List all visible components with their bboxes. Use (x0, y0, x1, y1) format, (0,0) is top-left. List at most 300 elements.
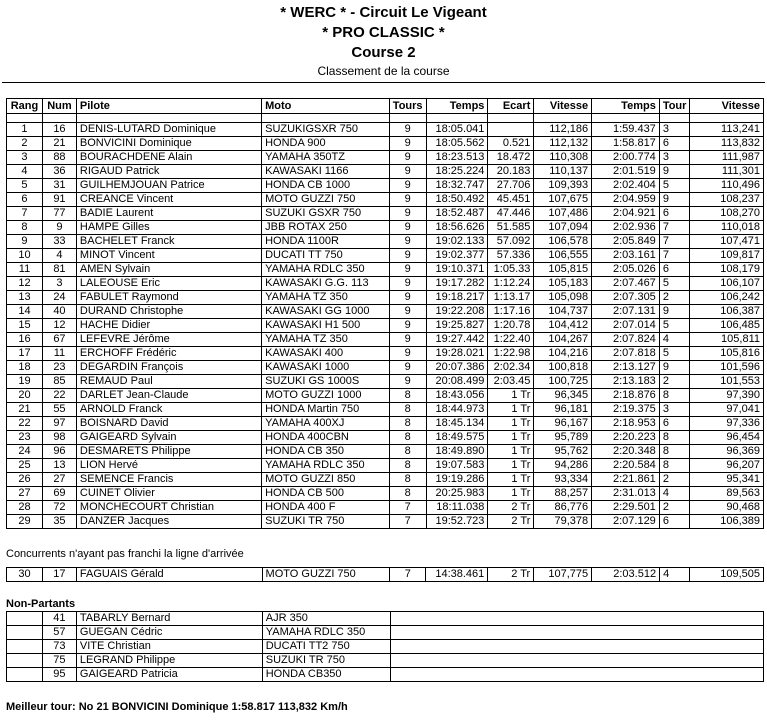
table-cell: 2:01.519 (592, 165, 660, 179)
table-cell: 96,369 (690, 445, 764, 459)
table-cell: 2:04.959 (592, 193, 660, 207)
table-cell: 2:20.223 (592, 431, 660, 445)
table-cell: 2:02.936 (592, 221, 660, 235)
table-cell: 95,762 (534, 445, 592, 459)
table-cell: 6 (7, 193, 43, 207)
table-cell: 5 (659, 319, 690, 333)
table-row (7, 445, 764, 459)
table-row (7, 291, 764, 305)
page-title: * WERC * - Circuit Le Vigeant (280, 4, 487, 21)
table-row (7, 221, 764, 235)
table-row (7, 361, 764, 375)
table-cell: 2:03.45 (488, 375, 534, 389)
table-cell: 12 (7, 277, 43, 291)
table-cell: GUEGAN Cédric (76, 626, 262, 640)
table-cell: 110,018 (690, 221, 764, 235)
spacer-row (7, 114, 764, 123)
table-cell: 2:13.183 (592, 375, 660, 389)
table-cell: 9 (659, 305, 690, 319)
table-cell: 1:17.16 (488, 305, 534, 319)
table-cell: 1 (7, 123, 43, 137)
table-cell: 107,471 (690, 235, 764, 249)
table-row (7, 501, 764, 515)
table-row (7, 207, 764, 221)
table-cell: 75 (42, 654, 76, 668)
table-cell: 2:18.876 (592, 389, 660, 403)
table-cell: 79,378 (534, 515, 592, 529)
table-cell: 9 (389, 179, 426, 193)
table-cell: MONCHECOURT Christian (76, 501, 261, 515)
table-cell: 98 (42, 431, 76, 445)
table-cell: YAMAHA TZ 350 (262, 291, 390, 305)
table-cell: 22 (42, 389, 76, 403)
col-header: Ecart (488, 99, 534, 114)
table-cell: 7 (7, 207, 43, 221)
table-cell: 18:11.038 (426, 501, 488, 515)
table-cell: DURAND Christophe (76, 305, 261, 319)
col-header: Moto (262, 99, 390, 114)
table-cell: 8 (389, 431, 426, 445)
table-row (7, 123, 764, 137)
table-cell: DARLET Jean-Claude (76, 389, 261, 403)
table-cell: 18:25.224 (426, 165, 488, 179)
table-cell: 9 (389, 137, 426, 151)
table-cell: DUCATI TT 750 (262, 249, 390, 263)
table-cell: 110,308 (534, 151, 592, 165)
table-cell: HONDA 1100R (262, 235, 390, 249)
table-cell: 106,242 (690, 291, 764, 305)
table-cell: REMAUD Paul (76, 375, 261, 389)
table-row (7, 249, 764, 263)
table-cell: 18:56.626 (426, 221, 488, 235)
table-cell: MOTO GUZZI 850 (262, 473, 390, 487)
table-row (7, 179, 764, 193)
table-cell: 9 (42, 221, 76, 235)
table-cell: 90,468 (690, 501, 764, 515)
col-header: Num (42, 99, 76, 114)
table-cell: 57.092 (488, 235, 534, 249)
table-cell: 28 (7, 501, 43, 515)
table-cell: 9 (389, 305, 426, 319)
table-cell: 1 Tr (488, 389, 534, 403)
table-cell: JBB ROTAX 250 (262, 221, 390, 235)
table-cell: 104,267 (534, 333, 592, 347)
table-cell: 97,041 (690, 403, 764, 417)
table-cell: 96,454 (690, 431, 764, 445)
table-row (7, 277, 764, 291)
table-cell (7, 654, 43, 668)
table-cell: 3 (42, 277, 76, 291)
table-cell: 18 (7, 361, 43, 375)
table-cell: 27 (42, 473, 76, 487)
table-cell: 108,270 (690, 207, 764, 221)
table-cell: BOURACHDENE Alain (76, 151, 261, 165)
table-cell: 11 (7, 263, 43, 277)
table-cell: 18:05.041 (426, 123, 488, 137)
table-cell: 2:07.824 (592, 333, 660, 347)
table-header-row (7, 99, 764, 114)
table-cell: 19:17.282 (426, 277, 488, 291)
table-cell: 2:04.921 (592, 207, 660, 221)
table-cell: SUZUKI GSXR 750 (262, 207, 390, 221)
table-cell: 72 (42, 501, 76, 515)
table-cell: 1 Tr (488, 417, 534, 431)
table-cell: 113,832 (690, 137, 764, 151)
table-cell: 4 (660, 568, 690, 582)
table-row (7, 305, 764, 319)
table-cell: 9 (659, 193, 690, 207)
table-cell: 18:45.134 (426, 417, 488, 431)
table-cell: 9 (659, 165, 690, 179)
table-cell: 2:05.849 (592, 235, 660, 249)
table-cell: 91 (42, 193, 76, 207)
table-cell: YAMAHA 350TZ (262, 151, 390, 165)
table-cell: 9 (389, 123, 426, 137)
table-cell: 88 (42, 151, 76, 165)
table-cell: 19:19.286 (426, 473, 488, 487)
table-cell: 4 (659, 333, 690, 347)
table-cell: 2 Tr (488, 501, 534, 515)
table-cell: 101,596 (690, 361, 764, 375)
table-cell: 27.706 (488, 179, 534, 193)
table-cell: 1 Tr (488, 459, 534, 473)
table-cell: 9 (389, 207, 426, 221)
table-cell: 7 (659, 221, 690, 235)
table-cell: 89,563 (690, 487, 764, 501)
table-cell: 105,811 (690, 333, 764, 347)
table-cell (7, 612, 43, 626)
category-title: * PRO CLASSIC * (322, 24, 445, 41)
table-cell: 105,183 (534, 277, 592, 291)
dnf-heading: Concurrents n'ayant pas franchi la ligne d'arrivée (6, 548, 244, 560)
table-cell: YAMAHA RDLC 350 (262, 263, 390, 277)
table-cell: GUILHEMJOUAN Patrice (76, 179, 261, 193)
table-cell: KAWASAKI 400 (262, 347, 390, 361)
table-cell: 9 (389, 319, 426, 333)
table-cell: 97 (42, 417, 76, 431)
table-cell: 11 (42, 347, 76, 361)
table-cell: HONDA CB 1000 (262, 179, 390, 193)
table-cell: 6 (659, 207, 690, 221)
table-cell: 100,818 (534, 361, 592, 375)
table-cell: 19:52.723 (426, 515, 488, 529)
table-row (7, 612, 764, 626)
table-cell: 69 (42, 487, 76, 501)
table-cell: 8 (389, 459, 426, 473)
table-cell: 19:07.583 (426, 459, 488, 473)
table-cell: 110,496 (690, 179, 764, 193)
table-cell: 18:32.747 (426, 179, 488, 193)
table-cell: 26 (7, 473, 43, 487)
table-row (7, 389, 764, 403)
table-cell: 93,334 (534, 473, 592, 487)
table-cell: 20 (7, 389, 43, 403)
table-cell: ARNOLD Franck (76, 403, 261, 417)
table-cell: 107,094 (534, 221, 592, 235)
table-cell: 8 (389, 445, 426, 459)
table-row (7, 235, 764, 249)
table-cell: CREANCE Vincent (76, 193, 261, 207)
table-cell: 47.446 (488, 207, 534, 221)
table-cell: 2 (659, 375, 690, 389)
table-cell: LION Hervé (76, 459, 261, 473)
table-cell: 9 (389, 291, 426, 305)
table-cell: HONDA 900 (262, 137, 390, 151)
table-cell: 19:18.217 (426, 291, 488, 305)
table-cell: 106,389 (690, 515, 764, 529)
table-cell: 8 (7, 221, 43, 235)
table-cell: 18:50.492 (426, 193, 488, 207)
table-cell: 9 (389, 151, 426, 165)
table-cell: 19:22.208 (426, 305, 488, 319)
table-cell: 16 (42, 123, 76, 137)
table-cell: 2:20.584 (592, 459, 660, 473)
table-cell: 13 (42, 459, 76, 473)
table-cell: KAWASAKI H1 500 (262, 319, 390, 333)
table-cell: 85 (42, 375, 76, 389)
table-cell: 9 (389, 277, 426, 291)
col-header: Vitesse (534, 99, 592, 114)
table-cell: 96,345 (534, 389, 592, 403)
table-cell: RIGAUD Patrick (76, 165, 261, 179)
table-cell: 40 (42, 305, 76, 319)
table-cell: 5 (659, 277, 690, 291)
table-cell: SUZUKIGSXR 750 (262, 123, 390, 137)
table-cell: 15 (7, 319, 43, 333)
table-cell: KAWASAKI 1000 (262, 361, 390, 375)
table-cell: 4 (659, 487, 690, 501)
table-cell: 6 (659, 137, 690, 151)
table-cell: 6 (659, 417, 690, 431)
table-cell: ERCHOFF Frédéric (76, 347, 261, 361)
table-row (7, 473, 764, 487)
col-header: Pilote (76, 99, 261, 114)
table-cell: 108,237 (690, 193, 764, 207)
table-cell: FAGUAIS Gérald (76, 568, 262, 582)
table-cell: 20:07.386 (426, 361, 488, 375)
table-cell: 9 (389, 165, 426, 179)
table-cell: 95,341 (690, 473, 764, 487)
table-cell: 9 (389, 263, 426, 277)
col-header: Tours (389, 99, 426, 114)
table-cell: 19 (7, 375, 43, 389)
table-cell (7, 668, 43, 682)
table-cell: 2:02.404 (592, 179, 660, 193)
table-cell: 9 (389, 375, 426, 389)
table-cell: 17 (7, 347, 43, 361)
table-cell: 2 (659, 291, 690, 305)
table-cell: 4 (42, 249, 76, 263)
table-cell: 2 (659, 501, 690, 515)
table-cell: TABARLY Bernard (76, 612, 262, 626)
table-cell: 21 (42, 137, 76, 151)
table-cell: 107,486 (534, 207, 592, 221)
table-cell: DEGARDIN François (76, 361, 261, 375)
table-cell: 24 (42, 291, 76, 305)
table-cell: 3 (659, 151, 690, 165)
table-cell (390, 654, 763, 668)
table-cell: 51.585 (488, 221, 534, 235)
table-cell: HONDA CB350 (262, 668, 390, 682)
table-cell: 29 (7, 515, 43, 529)
table-row (7, 417, 764, 431)
table-row (7, 626, 764, 640)
table-cell: MINOT Vincent (76, 249, 261, 263)
table-cell: 106,387 (690, 305, 764, 319)
table-cell: 8 (659, 445, 690, 459)
table-cell: 9 (389, 193, 426, 207)
table-cell: 31 (42, 179, 76, 193)
table-cell: KAWASAKI GG 1000 (262, 305, 390, 319)
table-cell: 35 (42, 515, 76, 529)
table-cell: 23 (42, 361, 76, 375)
table-row (7, 263, 764, 277)
best-lap-text: No 21 BONVICINI Dominique 1:58.817 113,832 Km/h (78, 701, 348, 713)
table-cell: 19:02.377 (426, 249, 488, 263)
table-cell (390, 626, 763, 640)
table-cell: YAMAHA RDLC 350 (262, 626, 390, 640)
table-cell: 30 (7, 568, 43, 582)
table-cell: 2 Tr (488, 515, 534, 529)
table-cell: MOTO GUZZI 1000 (262, 389, 390, 403)
table-cell: FABULET Raymond (76, 291, 261, 305)
table-cell: DENIS-LUTARD Dominique (76, 123, 261, 137)
table-cell: 2:07.129 (592, 515, 660, 529)
table-cell: 18:49.575 (426, 431, 488, 445)
table-row (7, 568, 764, 582)
table-cell: 81 (42, 263, 76, 277)
table-cell: 33 (42, 235, 76, 249)
table-cell: 104,412 (534, 319, 592, 333)
table-cell: 7 (389, 501, 426, 515)
table-cell: 6 (659, 263, 690, 277)
table-cell: 110,137 (534, 165, 592, 179)
table-cell: 8 (659, 389, 690, 403)
table-cell: 1 Tr (488, 473, 534, 487)
table-cell: LEGRAND Philippe (76, 654, 262, 668)
table-cell: 55 (42, 403, 76, 417)
table-row (7, 137, 764, 151)
table-cell: BONVICINI Dominique (76, 137, 261, 151)
table-cell: 2:03.161 (592, 249, 660, 263)
table-cell: 9 (7, 235, 43, 249)
table-row (7, 165, 764, 179)
dnf-table (6, 567, 764, 582)
col-header: Rang (7, 99, 43, 114)
table-cell: MOTO GUZZI 750 (262, 193, 390, 207)
table-cell: 9 (389, 347, 426, 361)
table-cell: 96,207 (690, 459, 764, 473)
table-cell: 2:03.512 (592, 568, 660, 582)
non-starters-table (6, 611, 764, 682)
table-row (7, 668, 764, 682)
table-cell: 18:52.487 (426, 207, 488, 221)
table-cell: 6 (659, 515, 690, 529)
table-cell: 2:05.026 (592, 263, 660, 277)
table-cell: 57 (42, 626, 76, 640)
table-cell: 17 (42, 568, 76, 582)
table-row (7, 515, 764, 529)
table-cell: DUCATI TT2 750 (262, 640, 390, 654)
table-cell: CUINET Olivier (76, 487, 261, 501)
table-cell: 2:20.348 (592, 445, 660, 459)
table-cell: YAMAHA TZ 350 (262, 333, 390, 347)
table-cell: 2:13.127 (592, 361, 660, 375)
table-row (7, 431, 764, 445)
table-cell: 105,098 (534, 291, 592, 305)
table-cell: DANZER Jacques (76, 515, 261, 529)
table-cell: KAWASAKI 1166 (262, 165, 390, 179)
table-cell: 8 (389, 487, 426, 501)
table-cell: 19:25.827 (426, 319, 488, 333)
table-cell: 18:43.056 (426, 389, 488, 403)
table-cell: 7 (389, 515, 426, 529)
table-cell: 0.521 (488, 137, 534, 151)
table-cell: HACHE Didier (76, 319, 261, 333)
table-cell: 1:58.817 (592, 137, 660, 151)
table-cell: 1:13.17 (488, 291, 534, 305)
table-cell: LEFEVRE Jérôme (76, 333, 261, 347)
col-header: Vitesse (690, 99, 764, 114)
table-cell: 96 (42, 445, 76, 459)
table-cell: 111,987 (690, 151, 764, 165)
table-cell: AMEN Sylvain (76, 263, 261, 277)
table-cell: 19:02.133 (426, 235, 488, 249)
table-cell: BOISNARD David (76, 417, 261, 431)
table-cell: LALEOUSE Eric (76, 277, 261, 291)
table-cell: 107,675 (534, 193, 592, 207)
table-row (7, 640, 764, 654)
table-cell: 27 (7, 487, 43, 501)
table-cell: 1 Tr (488, 487, 534, 501)
table-row (7, 654, 764, 668)
table-row (7, 487, 764, 501)
table-cell: 13 (7, 291, 43, 305)
table-cell: 19:10.371 (426, 263, 488, 277)
table-cell: MOTO GUZZI 750 (262, 568, 390, 582)
header-divider (2, 82, 765, 83)
best-lap (6, 701, 348, 713)
table-cell: 1:12.24 (488, 277, 534, 291)
table-cell: 9 (389, 221, 426, 235)
table-cell: 5 (659, 347, 690, 361)
table-row (7, 375, 764, 389)
table-cell: 109,817 (690, 249, 764, 263)
table-cell: 9 (389, 333, 426, 347)
table-cell: 1 Tr (488, 445, 534, 459)
non-starters-heading: Non-Partants (6, 598, 76, 610)
table-cell: 1:05.33 (488, 263, 534, 277)
table-cell: 7 (659, 249, 690, 263)
table-cell: 109,393 (534, 179, 592, 193)
col-header: Tour (659, 99, 690, 114)
table-cell: YAMAHA 400XJ (262, 417, 390, 431)
table-cell: 2:00.774 (592, 151, 660, 165)
table-cell: 2:07.131 (592, 305, 660, 319)
table-cell: 2:07.818 (592, 347, 660, 361)
table-cell: BADIE Laurent (76, 207, 261, 221)
table-cell: 45.451 (488, 193, 534, 207)
table-cell: 2 (7, 137, 43, 151)
table-cell: 18:44.973 (426, 403, 488, 417)
table-cell: SUZUKI TR 750 (262, 515, 390, 529)
table-row (7, 459, 764, 473)
table-cell: 2:21.861 (592, 473, 660, 487)
table-cell: 41 (42, 612, 76, 626)
table-cell: 1 Tr (488, 403, 534, 417)
table-cell: 94,286 (534, 459, 592, 473)
table-cell: 2:29.501 (592, 501, 660, 515)
